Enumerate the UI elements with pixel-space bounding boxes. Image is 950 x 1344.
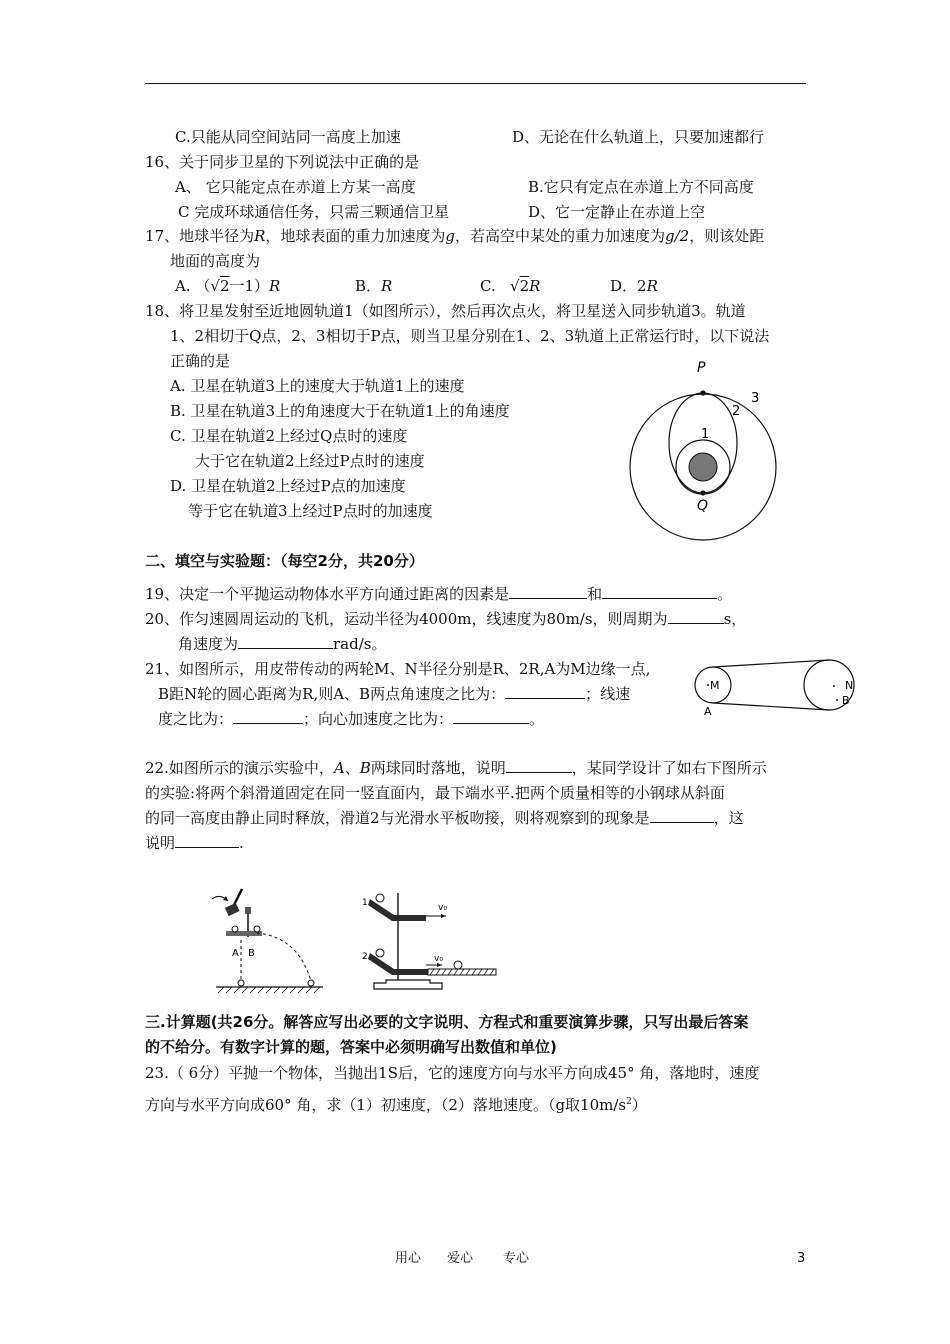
label-orbit-3: 3 (751, 391, 760, 406)
q17-a-sqrt-arg: 2 (219, 277, 230, 295)
n-center (833, 685, 835, 687)
point-q (700, 490, 705, 495)
b-parabola-path (257, 933, 311, 981)
footer-motto-1: 用心 (395, 1251, 422, 1266)
q17-stem (145, 226, 764, 246)
q22-line4-post: . (239, 834, 244, 852)
q23-line1: 23.（ 6分）平抛一个物体，当抛出1S后，它的速度方向与水平方向成45° 角，落地时，速度 (145, 1064, 760, 1082)
q15-option-d: D、无论在什么轨道上，只要加速都行 (512, 128, 765, 146)
ball-a-land (238, 980, 244, 986)
belt-bottom (713, 703, 829, 710)
q17-d-r: R (646, 277, 658, 295)
q20-blank-omega[interactable] (238, 634, 333, 649)
q18-line1: 18、将卫星发射至近地圆轨道1（如图所示），然后再次点火，将卫星送入同步轨道3。轨道 (145, 302, 746, 320)
swing-arrow-head (223, 896, 228, 901)
orbit-figure (625, 355, 785, 545)
q20-line2 (178, 634, 386, 654)
label-n: N (845, 679, 854, 692)
label-q: Q (697, 498, 709, 514)
header-rule (145, 83, 806, 84)
q23-sup: 2 (626, 1097, 632, 1107)
ball-b-land (308, 980, 314, 986)
fig-label-b: B (248, 948, 255, 959)
q22-l1-post: ，某同学设计了如右下图所示 (571, 759, 767, 777)
q21-line3 (158, 709, 544, 729)
label-b: B (842, 694, 850, 707)
label-m: M (710, 679, 720, 692)
label-orbit-2: 2 (732, 404, 741, 419)
q22-l1-mid1: 、 (344, 759, 360, 777)
q18-option-c1: C. 卫星在轨道2上经过Q点时的速度 (170, 427, 408, 445)
m-center (707, 684, 709, 686)
q16-stem: 16、关于同步卫星的下列说法中正确的是 (145, 153, 420, 171)
latch-block (245, 907, 251, 914)
q22-line2: 的实验:将两个斜滑道固定在同一竖直面内，最下端水平.把两个质量相等的小钢球从斜面 (145, 784, 725, 802)
ramp-2-ball (376, 949, 384, 957)
q17-stem-mid2: ，若高空中某处的重力加速度为 (455, 227, 666, 245)
page-number: 3 (797, 1251, 806, 1266)
q18-line2: 1、2相切于Q点，2、3相切于P点，则当卫星分别在1、2、3轨道上正常运行时，以下说法 (170, 327, 770, 345)
point-p (700, 390, 705, 395)
q17-stem-mid1: ，地球表面的重力加速度为 (265, 227, 446, 245)
q17-c-sqrt: √2 (510, 277, 530, 295)
q17-a-post: 一1） (229, 277, 270, 295)
q16-option-b: B.它只有定点在赤道上方不同高度 (528, 178, 754, 196)
ball-b-start (254, 926, 260, 932)
q17-c-sqrt-arg: 2 (519, 277, 530, 295)
q17-var-r: R (254, 227, 266, 245)
q23-line2 (145, 1092, 647, 1115)
q19-end: 。 (717, 585, 733, 603)
section2-title: 二、填空与实验题：（每空2分，共20分） (145, 552, 424, 570)
ground-hatch (218, 987, 320, 993)
q17-option-a (175, 276, 280, 296)
q22-b: B (359, 759, 371, 777)
ball-a-start (232, 926, 238, 932)
q22-blank-1[interactable] (506, 758, 572, 773)
label-p: P (697, 360, 706, 376)
q21-line3-mid: ；向心加速度之比为： (303, 710, 454, 728)
v1-arrow-head (441, 914, 446, 918)
belt-figure (688, 656, 866, 720)
ramp-1-ball (376, 894, 384, 902)
ramp-1-label: 1 (362, 898, 368, 908)
q17-option-b (355, 276, 392, 296)
q19-blank-1[interactable] (509, 584, 587, 599)
q22-line4-pre: 说明 (145, 834, 176, 852)
point-b (836, 699, 838, 701)
q21-line3-pre: 度之比为： (158, 710, 234, 728)
q17-a-sqrt: √2 (210, 277, 230, 295)
q21-line2-pre: B距N轮的圆心距离为R,则A、B两点角速度之比为： (158, 685, 506, 703)
v1-label: v₀ (438, 903, 447, 913)
q20-line1-pre: 20、作匀速圆周运动的飞机，运动半径为4000m，线速度为80m/s，则周期为 (145, 610, 668, 628)
q17-var-g-half: g/2 (665, 227, 690, 245)
v2-label: v₀ (434, 954, 443, 964)
section3-line2: 的不给分。有数字计算的题，答案中必须明确写出数值和单位) (145, 1038, 557, 1056)
q17-option-d (610, 276, 658, 296)
q22-line4 (145, 833, 244, 853)
q20-line2-pre: 角速度为 (178, 635, 239, 653)
belt-top (713, 660, 829, 667)
q17-c-r: R (529, 277, 541, 295)
q18-option-d2: 等于它在轨道3上经过P点时的加速度 (188, 502, 433, 520)
q19-and: 和 (587, 585, 603, 603)
q22-line3-pre: 的同一高度由静止同时释放，滑道2与光滑水平板吻接，则将观察到的现象是 (145, 809, 650, 827)
q22-l1-mid2: 两球同时落地，说明 (370, 759, 506, 777)
q17-stem-pre: 17、地球半径为 (145, 227, 255, 245)
q16-option-c: C 完成环球通信任务，只需三颗通信卫星 (178, 203, 450, 221)
q21-blank-omega[interactable] (505, 684, 585, 699)
q19-blank-2[interactable] (602, 584, 717, 599)
q18-option-b: B. 卫星在轨道3上的角速度大于在轨道1上的角速度 (170, 402, 510, 420)
q21-line1: 21、如图所示，用皮带传动的两轮M、N半径分别是R、2R,A为M边缘一点, (145, 660, 651, 678)
q21-line2-post: ；线速 (585, 685, 631, 703)
q18-option-a: A. 卫星在轨道3上的速度大于轨道1上的速度 (170, 377, 465, 395)
drop-apparatus-figure (208, 885, 333, 1000)
q20-line1-unit: s， (723, 610, 747, 628)
q22-l1-pre: 22.如图所示的演示实验中， (145, 759, 334, 777)
q23-line2-pre: 方向与水平方向成60° 角，求（1）初速度，（2）落地速度。（g取10m/s (145, 1096, 627, 1114)
section3-line1: 三.计算题(共26分。解答应写出必要的文字说明、方程式和重要演算步骤，只写出最后答案 (145, 1013, 749, 1031)
q21-line2 (158, 684, 630, 704)
q19-pre: 19、决定一个平抛运动物体水平方向通过距离的因素是 (145, 585, 510, 603)
q16-option-d: D、它一定静止在赤道上空 (528, 203, 706, 221)
board-ball (454, 961, 462, 969)
q19 (145, 584, 732, 604)
q17-a-r: R (269, 277, 281, 295)
q16-option-a: A、 它只能定点在赤道上方某一高度 (175, 178, 416, 196)
q20-line1 (145, 609, 746, 629)
q22-blank-3[interactable] (175, 833, 239, 848)
q23-line2-post: ） (631, 1096, 647, 1114)
q21-line3-end: 。 (529, 710, 545, 728)
q22-line3-post: ，这 (713, 809, 744, 827)
fig-label-a: A (232, 948, 239, 959)
stand-base (374, 980, 442, 989)
q22-line1 (145, 758, 767, 778)
q17-a-pre: A. （ (175, 277, 211, 295)
q18-option-c2: 大于它在轨道2上经过P点时的速度 (195, 452, 425, 470)
ramp-2-label: 2 (362, 952, 368, 962)
earth (689, 453, 717, 481)
double-ramp-figure (358, 885, 503, 1000)
q22-line3 (145, 808, 744, 828)
ramp-1 (368, 899, 426, 921)
footer-motto-2: 爱心 (447, 1251, 474, 1266)
q17-stem-post: ，则该处距 (689, 227, 765, 245)
q21-blank-v[interactable] (233, 709, 303, 724)
q18-option-d1: D. 卫星在轨道2上经过P点的加速度 (170, 477, 406, 495)
label-a: A (704, 705, 712, 718)
q17-d-label: D．2 (610, 277, 647, 295)
q20-line2-unit: rad/s。 (333, 635, 387, 653)
q17-c-label: C. (480, 277, 496, 295)
q17-b-r: R (381, 277, 393, 295)
q20-blank-period[interactable] (668, 609, 724, 624)
q22-blank-2[interactable] (650, 808, 714, 823)
footer-motto-3: 专心 (503, 1251, 530, 1266)
q21-blank-a[interactable] (453, 709, 529, 724)
hammer-head (225, 903, 240, 916)
q17-b-label: B． (355, 277, 382, 295)
q18-line3: 正确的是 (170, 352, 231, 370)
q22-a: A (333, 759, 345, 777)
q17-var-g: g (445, 227, 456, 245)
label-orbit-1: 1 (701, 427, 710, 442)
q15-option-c: C.只能从同空间站同一高度上加速 (175, 128, 401, 146)
q17-stem-line2: 地面的高度为 (170, 252, 261, 270)
q17-option-c (480, 276, 540, 296)
